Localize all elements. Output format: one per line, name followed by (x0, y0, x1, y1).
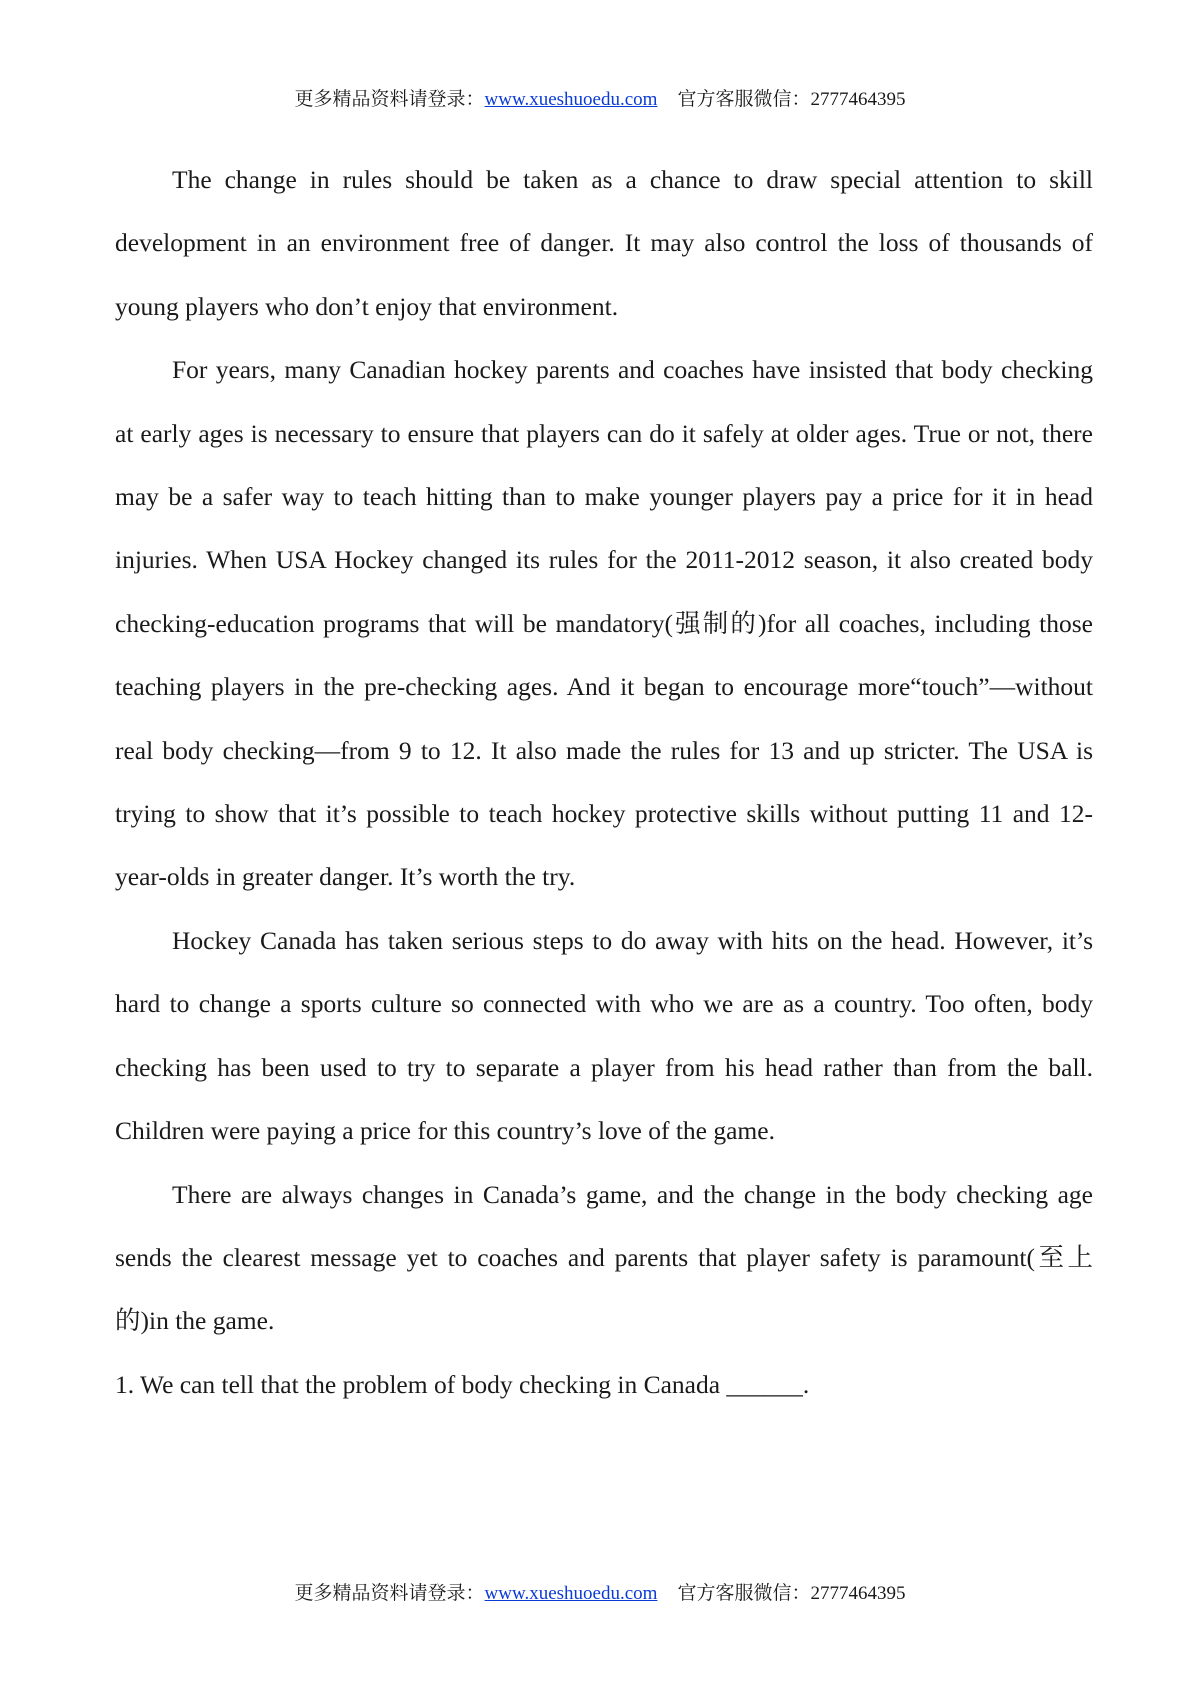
paragraph-2: For years, many Canadian hockey parents and coaches have insisted that body checking at early ages is necessary to ensure that players can do it safely at older ages. True or not, there may be a safer way to teach hitting than to make younger players pay a price for it in head injuries. When USA Hockey changed its rules for the 2011-2012 season, it also created body checking-education programs that will be mandatory(强制的)for all coaches, including those teaching players in the pre-checking ages. And it began to encourage more“touch”—without real body checking—from 9 to 12. It also made the rules for 13 and up stricter. The USA is trying to show that it’s possible to teach hockey protective skills without putting 11 and 12-year-olds in greater danger. It’s worth the try. (115, 355, 1093, 892)
header-website-link[interactable]: www.xueshuoedu.com (484, 89, 658, 110)
article-body (115, 148, 1093, 1416)
paragraph-1: The change in rules should be taken as a chance to draw special attention to skill development in an environment free of danger. It may also control the loss of thousands of young players who don’t enjoy that environment. (115, 165, 1093, 321)
footer-website-link[interactable]: www.xueshuoedu.com (484, 1583, 658, 1604)
footer-service-contact: 官方客服微信：2777464395 (677, 1583, 906, 1604)
header-service-contact: 官方客服微信：2777464395 (677, 89, 906, 110)
question-1: 1. We can tell that the problem of body checking in Canada ______. (115, 1369, 810, 1399)
page-header (0, 88, 1200, 112)
paragraph-4: There are always changes in Canada’s game, and the change in the body checking age sends the clearest message yet to coaches and parents that player safety is paramount(至上的)in the game. (115, 1179, 1093, 1336)
paragraph-3: Hockey Canada has taken serious steps to do away with hits on the head. However, it’s hard to change a sports culture so connected with who we are as a country. Too often, body checking has been used to try to separate a player from his head rather than from the ball. Children were paying a price for this country’s love of the game. (115, 925, 1093, 1146)
page-footer (0, 1582, 1200, 1606)
header-prefix: 更多精品资料请登录： (294, 89, 485, 110)
footer-prefix: 更多精品资料请登录： (294, 1583, 485, 1604)
